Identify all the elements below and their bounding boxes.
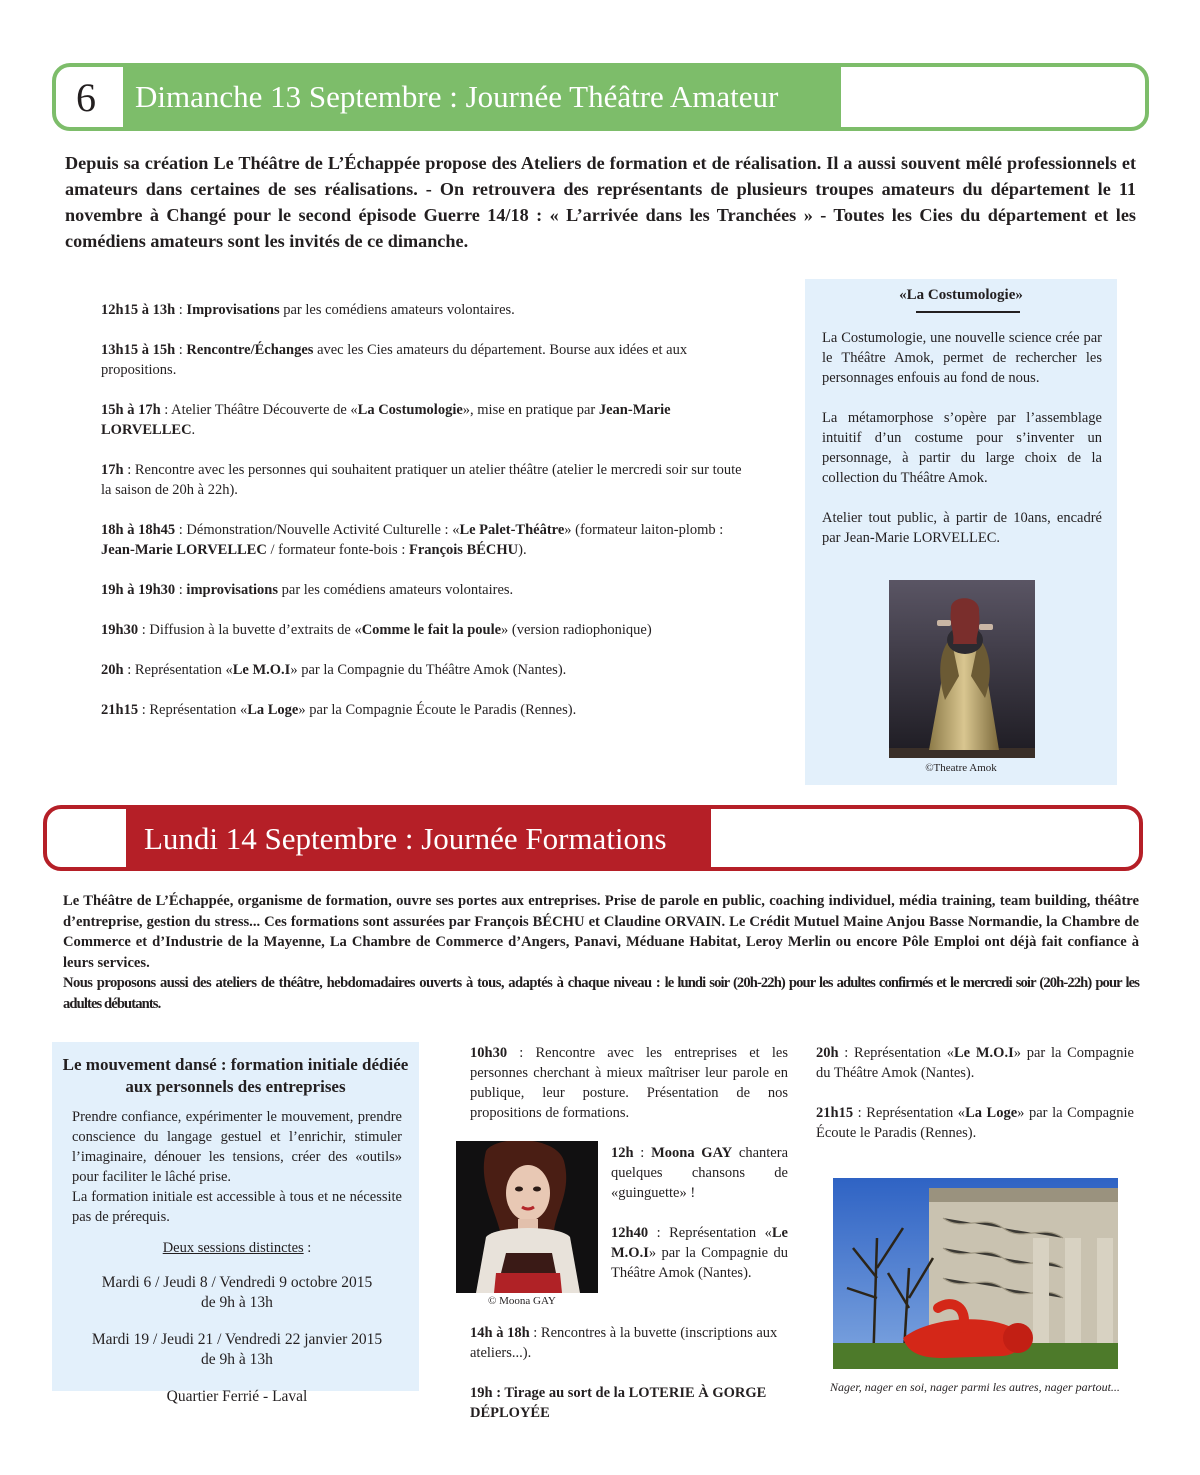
costumed-actor-image <box>889 580 1035 758</box>
section1-intro: Depuis sa création Le Théâtre de L’Échappée propose des Ateliers de formation et de réalisation. Il a aussi souvent mêlé professionnels et amateurs dans certaines de ses réalisations. - On retrouvera des représentants de plusieurs troupes amateurs du département le 11 novembre à Changé pour le second épisode Guerre 14/18 : « L’arrivée dans les Tranchées » - Toutes les Cies du département et les comédiens amateurs sont les invités de ce dimanche. <box>65 153 1136 251</box>
danse-paragraph: Prendre confiance, expérimenter le mouvement, prendre conscience du langage gestuel et l’enrichir, stimuler l’imaginaire, dénouer les tensions, créer des «outils» pour faciliter le lâché prise. <box>72 1109 402 1185</box>
mid-item: 12h : Moona GAY chantera quelques chansons de «guinguette» ! <box>611 1145 789 1201</box>
right-item: 21h15 : Représentation «La Loge» par la Compagnie Écoute le Paradis (Rennes). <box>816 1105 1134 1141</box>
costumologie-body <box>822 328 1102 568</box>
nager-caption: Nager, nager en soi, nager parmi les autres, nager partout... <box>830 1380 1120 1394</box>
costumologie-paragraph: La métamorphose s’opère par l’assemblage intuitif d’un costume pour s’inventer un personnage, à partir du large choix de la collection du Théâtre Amok. <box>822 410 1102 486</box>
schedule-item: 17h : Rencontre avec les personnes qui souhaitent pratiquer un atelier théâtre (atelier le mercredi soir sur toute la saison de 20h à 22h). <box>101 462 742 498</box>
session-time: de 9h à 13h <box>201 1294 273 1311</box>
right-column <box>816 1043 1134 1163</box>
schedule-item: 15h à 17h : Atelier Théâtre Découverte de «La Costumologie», mise en pratique par Jean-Marie LORVELLEC. <box>101 402 671 438</box>
intro-paragraph: Le Théâtre de L’Échappée, organisme de formation, ouvre ses portes aux entreprises. Prise de parole en public, coaching individuel, média training, team building, théâtre d’entreprise, gestion du stress... Ces formations sont assurées par François BÉCHU et Claudine ORVAIN. Le Crédit Mutuel Maine Anjou Basse Normandie, la Chambre de Commerce et d’Industrie de la Mayenne, La Chambre de Commerce d’Angers, Panavi, Méduane Habitat, Leroy Merlin ou encore Pôle Emploi ont déjà fait confiance à leurs services. <box>63 893 1139 971</box>
schedule-item: 20h : Représentation «Le M.O.I» par la Compagnie du Théâtre Amok (Nantes). <box>101 662 567 678</box>
session-dates: Mardi 6 / Jeudi 8 / Vendredi 9 octobre 2015 <box>101 1274 373 1291</box>
costumologie-photo <box>889 580 1035 758</box>
section1-title: Dimanche 13 Septembre : Journée Théâtre Amateur <box>123 67 841 127</box>
mid-item: 10h30 : Rencontre avec les entreprises et les personnes cherchant à mieux maîtriser leur parole en publique, leur posture. Présentation de nos propositions de formations. <box>470 1045 788 1121</box>
danse-body <box>72 1107 402 1407</box>
mouvement-danse-box <box>52 1042 419 1405</box>
title-underline <box>916 311 1020 313</box>
mid-column-right <box>611 1143 788 1303</box>
red-swimmer-sculpture-image <box>833 1178 1118 1369</box>
singer-portrait-image <box>456 1141 598 1293</box>
schedule-item: 12h15 à 13h : Improvisations par les comédiens amateurs volontaires. <box>101 302 515 318</box>
right-item: 20h : Représentation «Le M.O.I» par la Compagnie du Théâtre Amok (Nantes). <box>816 1045 1134 1081</box>
schedule-item: 13h15 à 15h : Rencontre/Échanges avec les Cies amateurs du département. Bourse aux idées et aux propositions. <box>101 342 688 378</box>
section2-intro <box>63 891 1139 1014</box>
schedule-item: 19h30 : Diffusion à la buvette d’extraits de «Comme le fait la poule» (version radiophonique) <box>101 622 652 638</box>
mid-item: 12h40 : Représentation «Le M.O.I» par la Compagnie du Théâtre Amok (Nantes). <box>611 1225 788 1281</box>
costumologie-box <box>805 279 1117 785</box>
sessions-label: Deux sessions distinctes : <box>162 1240 312 1256</box>
section1-schedule <box>101 300 751 740</box>
costumologie-paragraph: La Costumologie, une nouvelle science crée par le Théâtre Amok, permet de rechercher les personnages enfouis au fond de nous. <box>822 330 1102 386</box>
costumologie-paragraph: Atelier tout public, à partir de 10ans, encadré par Jean-Marie LORVELLEC. <box>822 510 1102 546</box>
mid-column-bottom <box>470 1323 788 1443</box>
session-place: Quartier Ferrié - Laval <box>166 1388 308 1405</box>
mid-item: 14h à 18h : Rencontres à la buvette (inscriptions aux ateliers...). <box>470 1325 778 1361</box>
danse-paragraph: La formation initiale est accessible à tous et ne nécessite pas de prérequis. <box>72 1189 402 1225</box>
photo-credit: © Moona GAY <box>488 1295 556 1307</box>
photo-credit: ©Theatre Amok <box>925 762 997 774</box>
costumologie-title: «La Costumologie» <box>899 287 1023 303</box>
session-time: de 9h à 13h <box>201 1351 273 1368</box>
schedule-item: 21h15 : Représentation «La Loge» par la Compagnie Écoute le Paradis (Rennes). <box>101 702 577 718</box>
schedule-item: 19h à 19h30 : improvisations par les comédiens amateurs volontaires. <box>101 582 514 598</box>
page-number: 6 <box>76 75 96 120</box>
intro-paragraph: Nous proposons aussi des ateliers de théâtre, hebdomadaires ouverts à tous, adaptés à chaque niveau : le lundi soir (20h-22h) pour les adultes confirmés et le mercredi soir (20h-22h) pour les adultes débutants. <box>63 975 1140 1012</box>
nager-photo <box>833 1178 1118 1369</box>
mid-item: 19h : Tirage au sort de la LOTERIE À GORGE DÉPLOYÉE <box>470 1385 767 1421</box>
schedule-item: 18h à 18h45 : Démonstration/Nouvelle Activité Culturelle : «Le Palet-Théâtre» (formateur laiton-plomb : Jean-Marie LORVELLEC / formateur fonte-bois : François BÉCHU). <box>101 522 724 558</box>
moona-photo <box>456 1141 598 1293</box>
danse-title: Le mouvement dansé : formation initiale dédiée aux personnels des entreprises <box>62 1055 409 1096</box>
session-dates: Mardi 19 / Jeudi 21 / Vendredi 22 janvier 2015 <box>91 1331 383 1348</box>
section2-title: Lundi 14 Septembre : Journée Formations <box>126 809 711 867</box>
